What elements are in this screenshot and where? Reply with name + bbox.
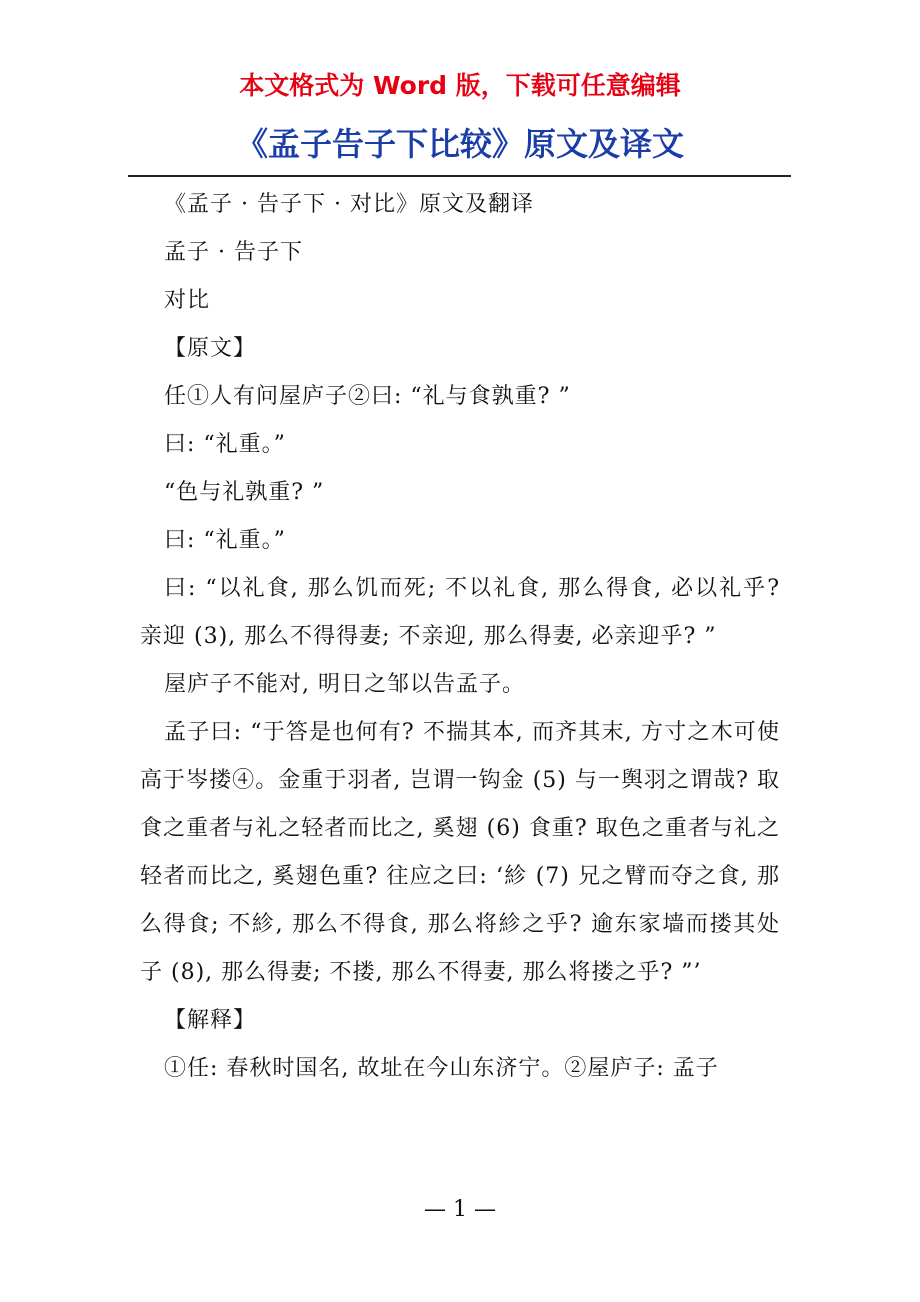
- paragraph: 曰: “以礼食, 那么饥而死; 不以礼食, 那么得食, 必以礼乎? 亲迎 (3), 那么不得得妻; 不亲迎, 那么得妻, 必亲迎乎? ”: [140, 576, 780, 649]
- paragraph-source: 孟子 · 告子下: [164, 240, 303, 265]
- section-heading-notes: 【解释】: [164, 1008, 257, 1033]
- paragraph: “色与礼孰重? ”: [164, 480, 325, 505]
- header-divider: [128, 175, 791, 177]
- page-number: — 1 —: [424, 1197, 496, 1222]
- paragraph: 曰: “礼重。”: [164, 432, 286, 457]
- section-heading-original: 【原文】: [164, 336, 257, 361]
- paragraph-subtitle: 《孟子 · 告子下 · 对比》原文及翻译: [164, 192, 534, 217]
- format-notice-banner: 本文格式为 Word 版，下载可任意编辑: [239, 71, 681, 100]
- document-body: [140, 181, 780, 1093]
- paragraph: 曰: “礼重。”: [164, 528, 286, 553]
- document-title: 《孟子告子下比较》原文及译文: [235, 125, 684, 163]
- paragraph-notes: ①任: 春秋时国名, 故址在今山东济宁。②屋庐子: 孟子: [164, 1056, 719, 1081]
- paragraph-chapter: 对比: [164, 288, 211, 313]
- paragraph: 屋庐子不能对, 明日之邹以告孟子。: [164, 672, 525, 697]
- paragraph: 孟子曰: “于答是也何有? 不揣其本, 而齐其末, 方寸之木可使高于岑搂④。金重于羽者, 岂谓一钩金 (5) 与一舆羽之谓哉? 取食之重者与礼之轻者而比之, 奚翅 (6) 食重? 取色之重者与礼之轻者而比之, 奚翅色重? 往应之曰: ‘紾 (7) 兄之臂而夺之食, 那么得食; 不紾, 那么不得食, 那么将紾之乎? 逾东家墙而搂其处子 (8), 那么得妻; 不搂, 那么不得妻, 那么将搂之乎? ”’: [140, 720, 780, 985]
- paragraph: 任①人有问屋庐子②曰: “礼与食孰重? ”: [164, 384, 571, 409]
